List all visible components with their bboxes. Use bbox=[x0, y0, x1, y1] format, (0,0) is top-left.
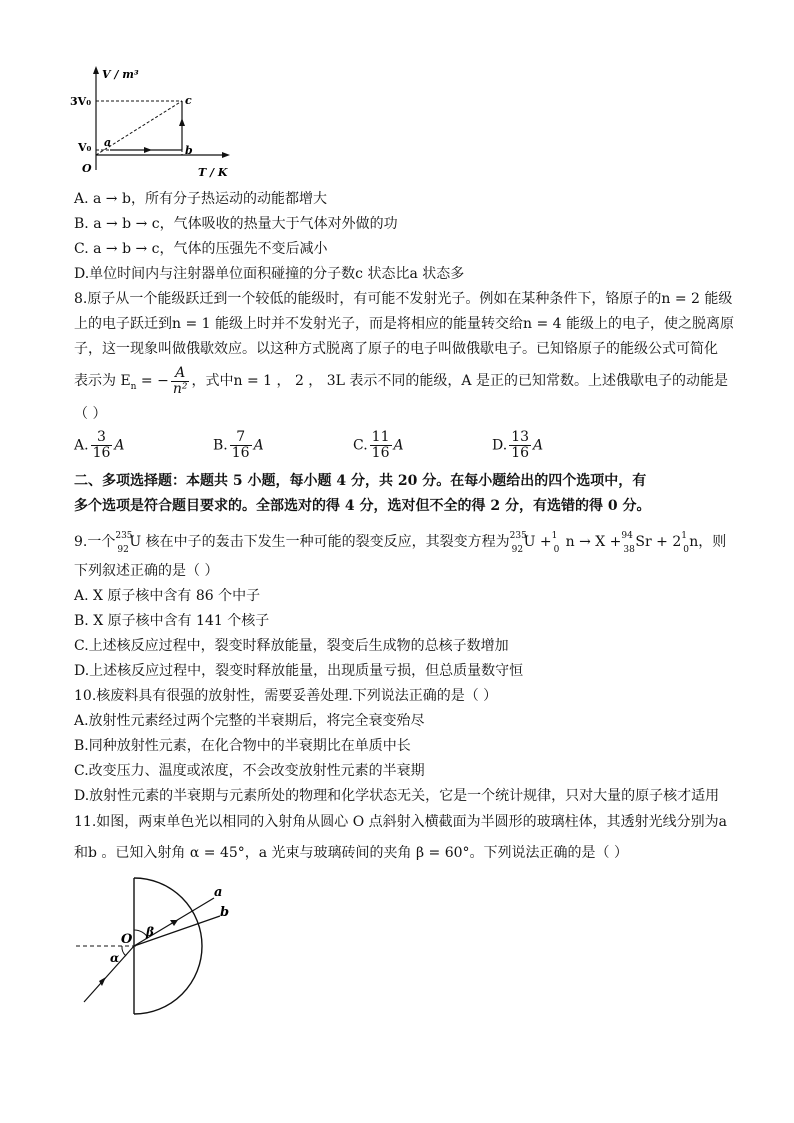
fraction-numerator: A bbox=[171, 366, 190, 382]
y-axis-arrow bbox=[93, 66, 99, 74]
point-b-label: b bbox=[185, 144, 193, 157]
option-den: 16 bbox=[231, 445, 250, 461]
energy-fraction bbox=[171, 366, 190, 397]
vt-graph bbox=[60, 60, 240, 185]
label-b: b bbox=[220, 905, 230, 920]
option-fraction bbox=[91, 430, 113, 461]
q7-option-c: C. a → b → c，气体的压强先不变后减小 bbox=[74, 241, 328, 257]
option-den: 16 bbox=[371, 445, 390, 461]
y-tick-v0: V₀ bbox=[78, 141, 92, 154]
eq-part: n → X + bbox=[565, 534, 622, 550]
option-den: 16 bbox=[92, 445, 111, 461]
eq-uranium bbox=[509, 531, 552, 555]
q10-stem: 10.核废料具有很强的放射性，需要妥善处理.下列说法正确的是（ ） bbox=[74, 688, 498, 704]
mass-number: 1 bbox=[551, 531, 558, 541]
energy-symbol: 表示为 E bbox=[74, 373, 131, 389]
atomic-number: 92 bbox=[117, 545, 129, 555]
q8-option-d bbox=[492, 430, 543, 461]
mass-number: 94 bbox=[621, 531, 633, 541]
energy-equals: = − bbox=[136, 373, 169, 389]
fraction-denominator: n² bbox=[172, 380, 188, 397]
q10-option-d: D.放射性元素的半衰期与元素所处的物理和化学状态无关，它是一个统计规律，只对大量的原子核才适用 bbox=[74, 788, 720, 804]
alpha-arc bbox=[122, 946, 126, 956]
y-axis-label: V / m³ bbox=[102, 68, 139, 81]
atomic-number: 0 bbox=[683, 545, 689, 555]
mass-number: 235 bbox=[509, 531, 527, 541]
q8-line2: 上的电子跃迁到n = 1 能级上时并不发射光子，而是将相应的能量转交给n = 4 能级上的电子，使之脱离原 bbox=[74, 316, 735, 332]
q9-option-a: A. X 原子核中含有 86 个中子 bbox=[74, 588, 261, 604]
eq-part: U + bbox=[523, 534, 552, 550]
option-label: B. bbox=[213, 437, 228, 454]
q9-option-d: D.上述核反应过程中，裂变时释放能量，出现质量亏损，但总质量数守恒 bbox=[74, 663, 524, 679]
option-fraction bbox=[370, 430, 392, 461]
q11-line1: 11.如图，两束单色光以相同的入射角从圆心 O 点斜射入横截面为半圆形的玻璃柱体，其透射光线分别为a bbox=[74, 814, 727, 830]
q8-blank: （ ） bbox=[74, 406, 107, 422]
option-fraction bbox=[509, 430, 531, 461]
q8-line4-suffix: ，式中n = 1 ， 2 ， 3L 表示不同的能级，A 是正的已知常数。上述俄歇电子的动能是 bbox=[191, 373, 728, 389]
eq-neutron bbox=[551, 531, 622, 555]
x-axis-label: T / K bbox=[198, 166, 228, 179]
q9-line2: 下列叙述正确的是（ ） bbox=[74, 563, 219, 579]
eq-strontium bbox=[621, 531, 682, 555]
option-num: 3 bbox=[91, 430, 113, 446]
q9-line1 bbox=[74, 531, 727, 555]
label-o: O bbox=[121, 932, 133, 947]
element-symbol: U bbox=[129, 534, 142, 550]
option-num: 13 bbox=[511, 429, 530, 445]
q8-line1: 8.原子从一个能级跃迁到一个较低的能级时，有可能不发射光子。例如在某种条件下，铬原子的n = 2 能级 bbox=[74, 291, 733, 307]
option-fraction bbox=[230, 430, 252, 461]
refraction-diagram bbox=[66, 870, 246, 1015]
q7-option-d: D.单位时间内与注射器单位面积碰撞的分子数c 状态比a 状态多 bbox=[74, 266, 465, 282]
option-var: A bbox=[253, 437, 264, 454]
q9-mid: 核在中子的轰击下发生一种可能的裂变反应，其裂变方程为 bbox=[141, 534, 510, 550]
q8-option-b bbox=[213, 430, 264, 461]
origin-label: O bbox=[82, 162, 92, 175]
atomic-number: 92 bbox=[511, 545, 524, 555]
q7-option-a: A. a → b，所有分子热运动的动能都增大 bbox=[74, 191, 327, 207]
energy-subscript: n bbox=[130, 381, 137, 392]
point-c-label: c bbox=[185, 94, 192, 107]
q10-option-c: C.改变压力、温度或浓度，不会改变放射性元素的半衰期 bbox=[74, 763, 425, 779]
uranium-nuclide bbox=[115, 531, 142, 555]
q10-option-a: A.放射性元素经过两个完整的半衰期后，将完全衰变殆尽 bbox=[74, 713, 425, 729]
label-a: a bbox=[214, 885, 223, 900]
y-tick-3v0: 3V₀ bbox=[70, 95, 92, 108]
option-var: A bbox=[114, 437, 125, 454]
q9-option-b: B. X 原子核中含有 141 个核子 bbox=[74, 613, 270, 629]
eq-part: n，则 bbox=[689, 534, 727, 550]
x-axis-arrow bbox=[222, 152, 230, 158]
option-label: A. bbox=[74, 437, 89, 454]
arrow-bc bbox=[179, 118, 185, 126]
q8-line3: 子，这一现象叫做俄歇效应。以这种方式脱离了原子的电子叫做俄歇电子。已知铬原子的能级公式可简化 bbox=[74, 341, 718, 357]
option-label: D. bbox=[492, 437, 508, 454]
mass-number: 1 bbox=[681, 531, 687, 541]
q11-line2: 和b 。已知入射角 α = 45°，a 光束与玻璃砖间的夹角 β = 60°。下列说法正确的是（ ） bbox=[74, 845, 628, 861]
q10-option-b: B.同种放射性元素，在化合物中的半衰期比在单质中长 bbox=[74, 738, 411, 754]
option-den: 16 bbox=[511, 445, 530, 461]
mass-number: 235 bbox=[115, 531, 133, 541]
arrow-ab bbox=[144, 147, 152, 153]
section2-line2: 多个选项是符合题目要求的。全部选对的得 4 分，选对但不全的得 2 分，有选错的得 0 分。 bbox=[74, 498, 651, 514]
eq-neutron-2 bbox=[681, 531, 727, 555]
q8-option-c bbox=[353, 430, 404, 461]
atomic-number: 38 bbox=[623, 545, 635, 555]
option-num: 11 bbox=[371, 429, 390, 445]
option-var: A bbox=[533, 437, 544, 454]
label-beta: β bbox=[146, 925, 154, 939]
section2-line1: 二、多项选择题：本题共 5 小题，每小题 4 分，共 20 分。在每小题给出的四个选项中，有 bbox=[74, 473, 647, 489]
label-alpha: α bbox=[110, 951, 120, 965]
q7-option-b: B. a → b → c，气体吸收的热量大于气体对外做的功 bbox=[74, 216, 398, 232]
q9-option-c: C.上述核反应过程中，裂变时释放能量，裂变后生成物的总核子数增加 bbox=[74, 638, 509, 654]
option-var: A bbox=[393, 437, 404, 454]
atomic-number: 0 bbox=[553, 545, 560, 555]
semicircle-glass bbox=[134, 878, 202, 1014]
q9-prefix: 9.一个 bbox=[74, 534, 116, 550]
incident-ray bbox=[84, 946, 134, 1002]
option-num: 7 bbox=[230, 430, 252, 446]
eq-part: Sr + 2 bbox=[635, 534, 682, 550]
point-a-label: a bbox=[104, 136, 112, 149]
q8-line4 bbox=[74, 364, 728, 404]
q8-option-a bbox=[74, 430, 125, 461]
option-label: C. bbox=[353, 437, 368, 454]
